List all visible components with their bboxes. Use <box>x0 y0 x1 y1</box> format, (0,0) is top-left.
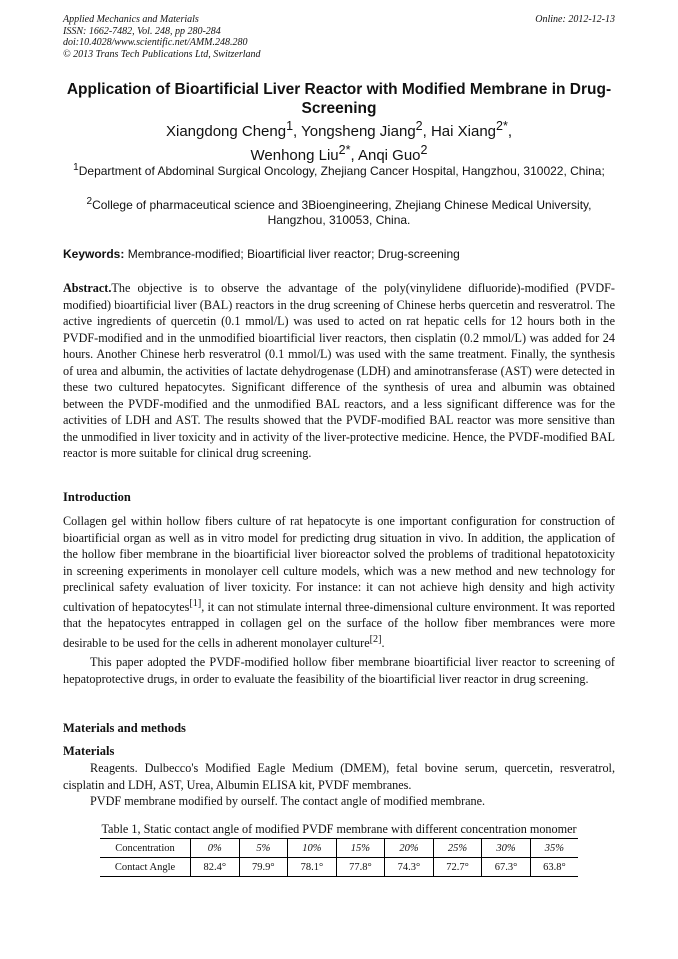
introduction-paragraph-2: This paper adopted the PVDF-modified hollow fiber membrane bioartificial liver reactor to screening of hepatoprotective drugs, in order to evaluate the feasibility of the bioartificial liver reactor in drug screening. <box>63 655 615 686</box>
concentration-cell: 0% <box>191 839 240 858</box>
section-heading-introduction: Introduction <box>63 490 131 504</box>
concentration-cell: 5% <box>239 839 288 858</box>
angle-cell: 79.9° <box>239 858 288 877</box>
online-date: Online: 2012-12-13 <box>535 14 615 25</box>
journal-header <box>63 14 615 60</box>
angle-cell: 74.3° <box>385 858 434 877</box>
author-line-1 <box>63 117 615 141</box>
author-affil-mark: 1 <box>286 119 294 133</box>
concentration-cell: 25% <box>433 839 482 858</box>
row-label: Contact Angle <box>100 858 191 877</box>
paragraph-text: . <box>381 635 385 650</box>
keywords <box>63 247 615 261</box>
citation-ref[interactable]: [1] <box>189 597 202 609</box>
contact-angle-table <box>100 838 578 877</box>
row-label: Concentration <box>100 839 191 858</box>
author-affil-mark: 2 <box>420 143 428 157</box>
angle-cell: 72.7° <box>433 858 482 877</box>
author-affil-mark: 2* <box>338 143 351 157</box>
concentration-cell: 35% <box>530 839 578 858</box>
affiliation-2 <box>63 194 615 228</box>
doi-line: doi:10.4028/www.scientific.net/AMM.248.280 <box>63 37 248 48</box>
author-list <box>63 117 615 165</box>
materials-paragraph-2: PVDF membrane modified by ourself. The contact angle of modified membrane. <box>90 794 486 808</box>
concentration-cell: 20% <box>385 839 434 858</box>
author-affil-mark: 2* <box>496 119 508 133</box>
angle-cell: 78.1° <box>288 858 337 877</box>
journal-name: Applied Mechanics and Materials <box>63 14 199 25</box>
keywords-text: Membrance-modified; Bioartificial liver reactor; Drug-screening <box>124 247 460 261</box>
author-name: , Hai Xiang <box>422 123 496 140</box>
table-header-row <box>100 839 578 858</box>
materials-paragraph-1: Reagents. Dulbecco's Modified Eagle Medium (DMEM), fetal bovine serum, quercetin, resveratrol, cisplatin and LDH, AST, Urea, Albumin ELISA kit, PVDF membranes. <box>63 761 615 792</box>
section-heading-methods: Materials and methods <box>63 721 186 735</box>
keywords-label: Keywords: <box>63 247 125 261</box>
author-separator: , <box>507 123 512 140</box>
abstract-label: Abstract. <box>63 281 112 295</box>
paragraph-text: , it can not stimulate internal three-dimensional culture environment. It was reported that the hepatocytes entrapped in collagen gel on the surface of the hollow fiber membrances were more desirable to be used for the cells in adherent monolayer culture <box>63 599 615 650</box>
concentration-cell: 30% <box>482 839 531 858</box>
angle-cell: 82.4° <box>191 858 240 877</box>
author-affil-mark: 2 <box>415 119 423 133</box>
introduction-paragraph-1 <box>63 513 615 651</box>
table-caption: Table 1, Static contact angle of modified PVDF membrane with different concentration monomer <box>101 822 577 836</box>
affiliation-text: College of pharmaceutical science and 3Bioengineering, Zhejiang Chinese Medical University, Hangzhou, 310053, China. <box>92 198 592 227</box>
angle-cell: 67.3° <box>482 858 531 877</box>
table-row <box>100 858 578 877</box>
affiliation-mark: 2 <box>86 196 93 207</box>
author-name: Wenhong Liu <box>250 147 339 164</box>
paragraph-text: Collagen gel within hollow fibers culture of rat hepatocyte is one important configuration for construction of bioartificial organ as well as in vitro model for predicting drug situation in vivo. In addition, the application of the hollow fiber membrane in the bioartificial liver bioreactor solved the problems of traditional hepatotoxicity in screening experiments in monolayer cell culture models, which was a new method and new technology for preclinical safety evaluation of liver toxicity. For instance: it can not achieve high density and high activity cultivation of hepatocytes <box>63 514 615 614</box>
affiliation-text: Department of Abdominal Surgical Oncology, Zhejiang Cancer Hospital, Hangzhou, 310022, China; <box>78 164 605 178</box>
angle-cell: 63.8° <box>530 858 578 877</box>
concentration-cell: 10% <box>288 839 337 858</box>
author-name: , Anqi Guo <box>350 147 421 164</box>
abstract-text: The objective is to observe the advantage of the poly(vinylidene difluoride)-modified (PVDF-modified) bioartificial liver (BAL) reactors in the drug screening of Chinese herbs quercetin and resveratrol. The active ingredients of quercetin (0.1 mmol/L) was used to acted on rat hepatic cells for 12 hours both in the PVDF-modified and in the unmodified bioartificial liver reactors, then cisplatin (0.2 mmol/L) was added for 24 hours. Another Chinese herb resveratrol (0.1 mmol/L) was used with the same treatment. Finally, the synthesis of urea and albumin, the activities of lactate dehydrogenase (LDH) and aminotransferase (AST) were detected in these two cultured hepatocytes. Significant difference of the synthesis of urea and albumin was obtained between the PVDF-modified and the unmodified BAL reactors, and a less significant difference was for the activities of LDH and AST. The results showed that the PVDF-modified BAL reactor was more sensitive than the unmodified in liver toxicity and in activity of the liver-protective medicine. Hence, the PVDF-modified BAL reactor is more suitable for clinical drug screening. <box>63 281 615 460</box>
angle-cell: 77.8° <box>336 858 385 877</box>
copyright-line: © 2013 Trans Tech Publications Ltd, Switzerland <box>63 48 261 60</box>
affiliation-1 <box>63 160 615 179</box>
abstract <box>63 280 615 462</box>
subsection-heading-materials: Materials <box>63 744 115 758</box>
citation-ref[interactable]: [2] <box>369 633 382 645</box>
issn-line: ISSN: 1662-7482, Vol. 248, pp 280-284 <box>63 25 221 37</box>
concentration-cell: 15% <box>336 839 385 858</box>
author-name: , Yongsheng Jiang <box>293 123 416 140</box>
author-name: Xiangdong Cheng <box>165 123 287 140</box>
affiliation-mark: 1 <box>73 162 79 173</box>
paper-title: Application of Bioartificial Liver Reactor with Modified Membrane in Drug-Screening <box>66 81 612 117</box>
